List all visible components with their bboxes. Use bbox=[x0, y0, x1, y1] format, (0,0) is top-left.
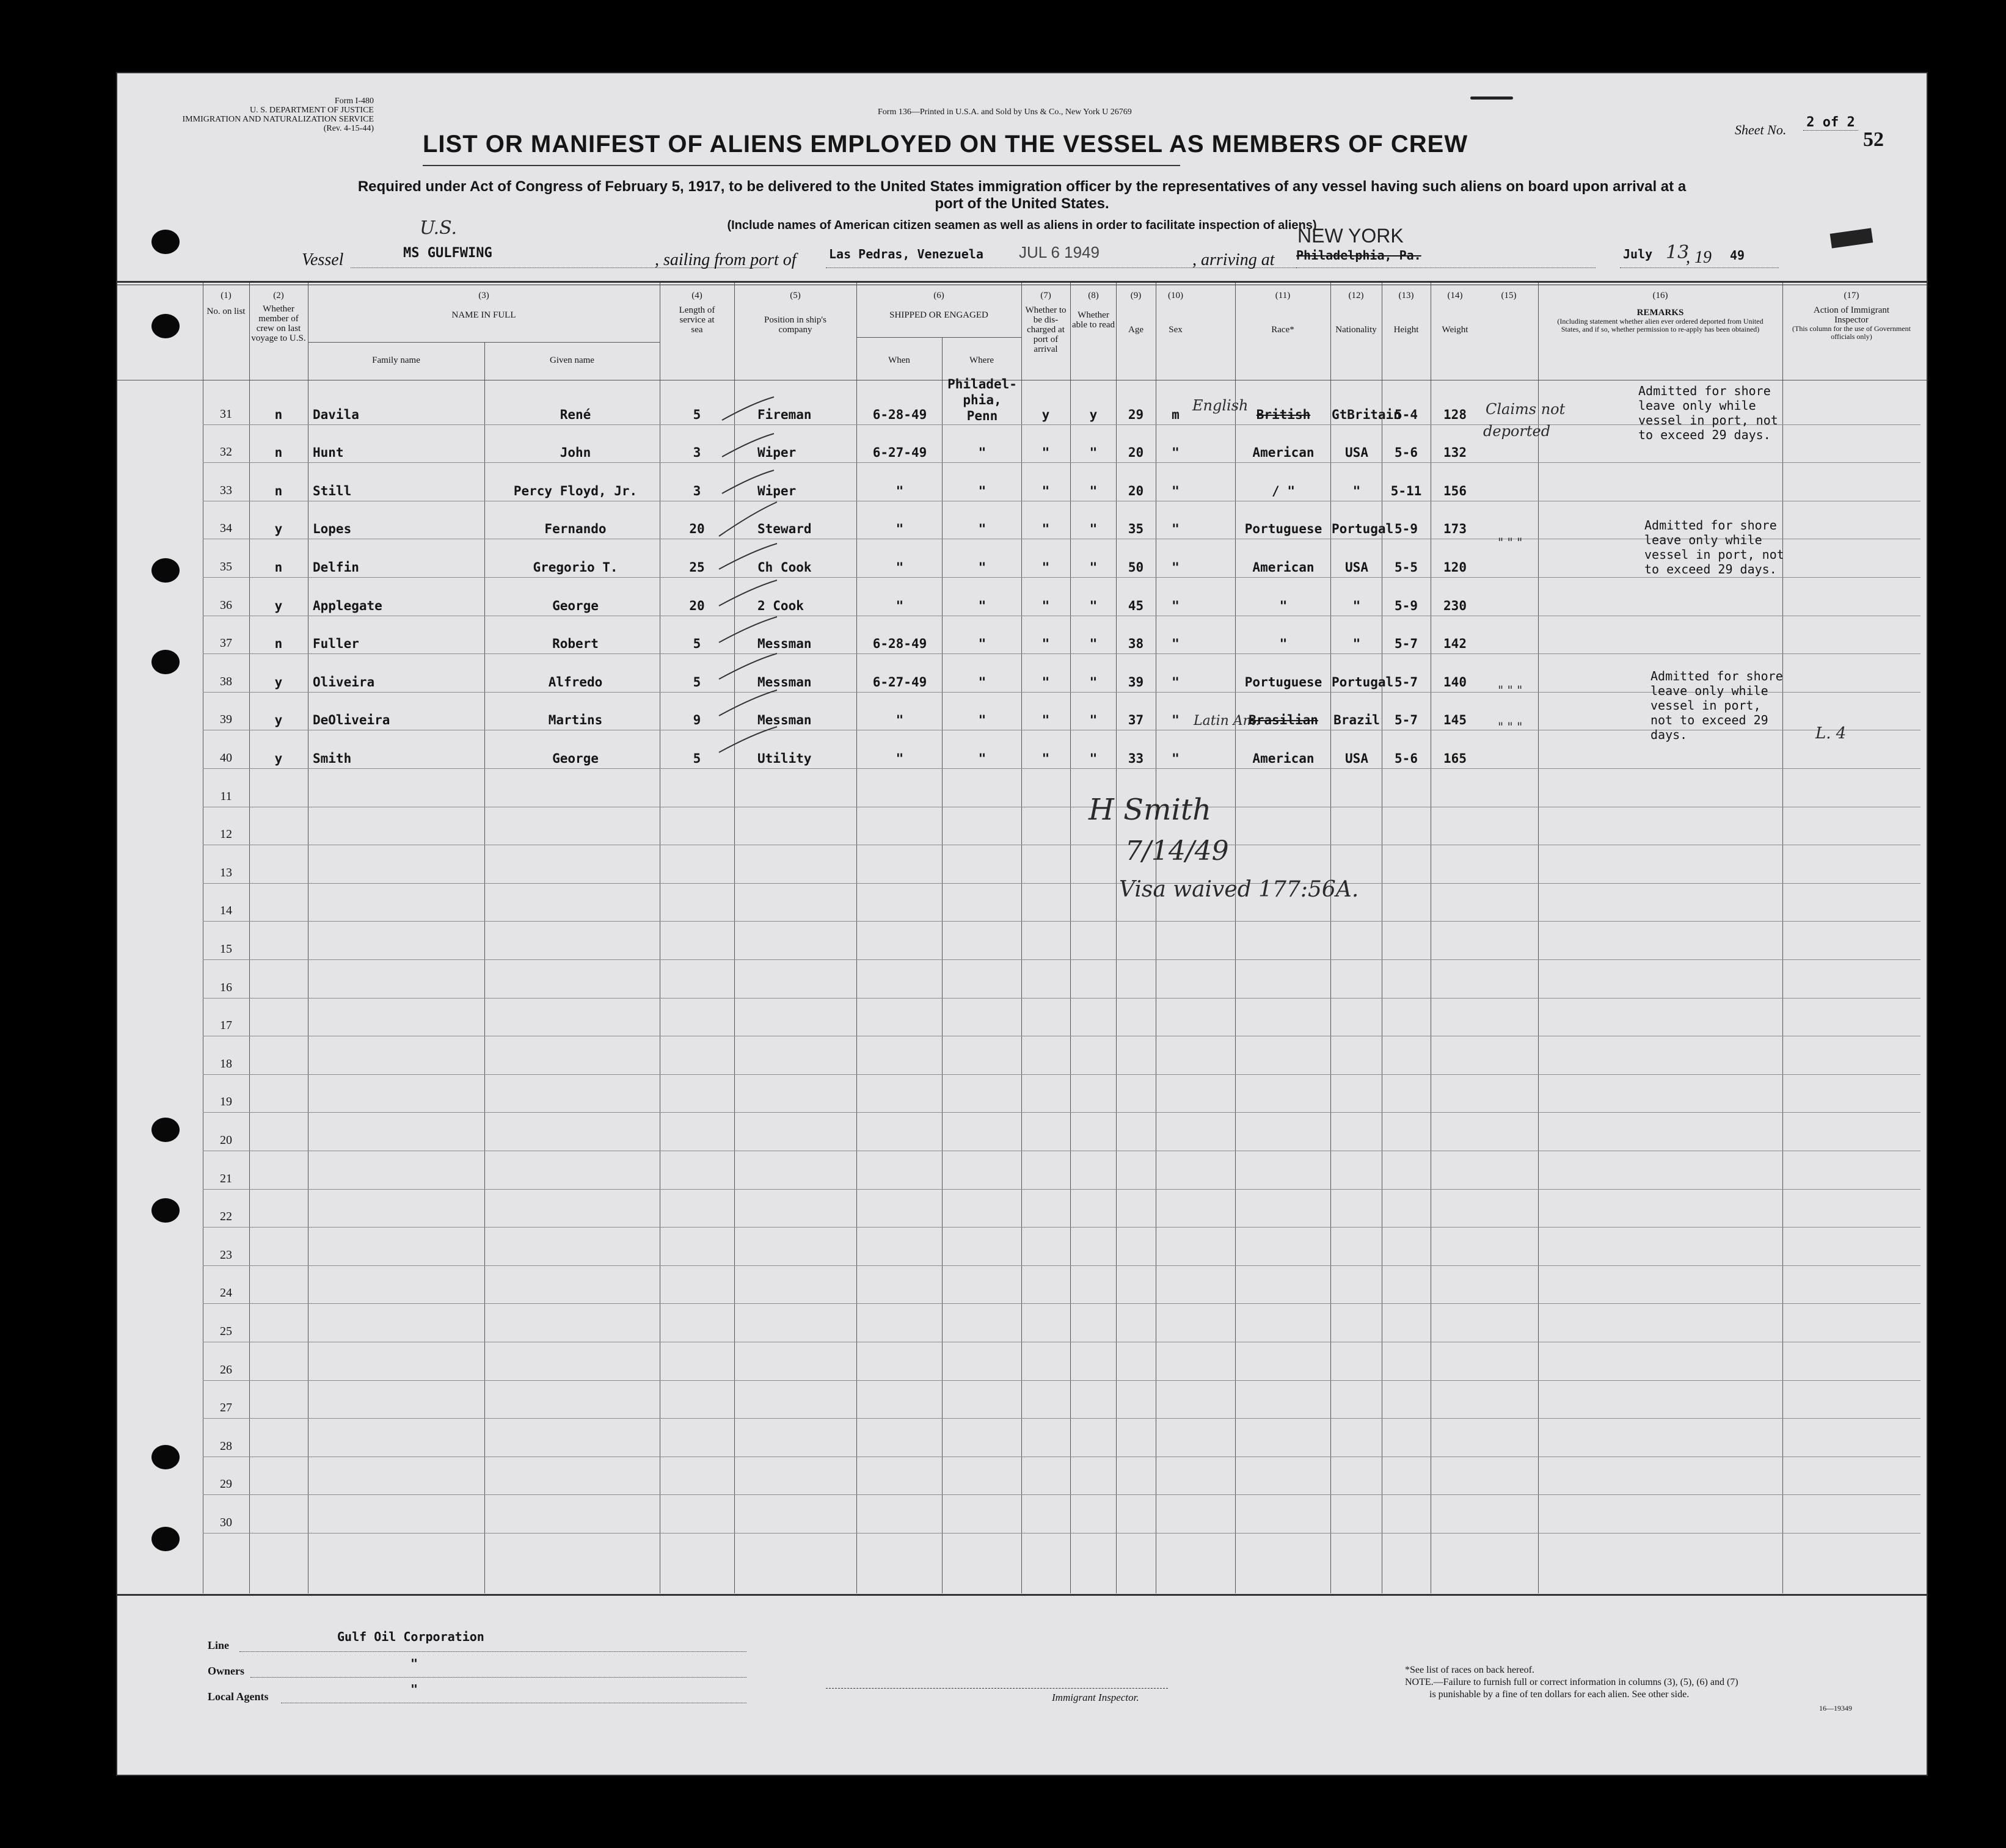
empty-row-number: 15 bbox=[220, 942, 232, 956]
cell-position: Fireman bbox=[757, 407, 812, 422]
vessel-name: MS GULFWING bbox=[403, 246, 492, 261]
arrival-underline bbox=[1296, 267, 1596, 268]
subtitle-line-2: port of the United States. bbox=[935, 195, 1109, 212]
empty-row-number: 22 bbox=[220, 1210, 232, 1224]
remark-row-34: Admitted for shore leave only while vessel in port, not to exceed 29 days. bbox=[1644, 518, 1784, 577]
cell-given: Alfredo bbox=[548, 674, 603, 689]
cell-read: " bbox=[1089, 713, 1098, 728]
empty-row-number: 27 bbox=[220, 1401, 232, 1415]
col6-when-header: When bbox=[888, 355, 910, 365]
cell-where: " bbox=[978, 445, 987, 460]
col3-given-header: Given name bbox=[550, 355, 594, 365]
cell-service: 25 bbox=[689, 559, 705, 575]
cell-given: Fernando bbox=[544, 522, 607, 537]
sailing-port: Las Pedras, Venezuela bbox=[829, 247, 983, 261]
cell-when: 6-27-49 bbox=[872, 445, 927, 460]
shipped-subheader-rule bbox=[856, 337, 1021, 338]
sailing-label: , sailing from port of bbox=[655, 250, 797, 269]
col11-header: (11) Race* bbox=[1271, 291, 1294, 335]
col16-header: (16) REMARKS (Including statement whether alien ever ordered deported from United States, and if so, whether permission to re-apply has been obtained) bbox=[1557, 291, 1763, 333]
arrival-month: July bbox=[1623, 247, 1653, 261]
cell-service: 5 bbox=[693, 407, 701, 422]
row-rule bbox=[203, 1303, 1920, 1304]
row-number: 32 bbox=[220, 445, 232, 459]
empty-row-number: 13 bbox=[220, 865, 232, 879]
cell-height: 5-4 bbox=[1395, 407, 1418, 422]
cell-height: 5-7 bbox=[1395, 674, 1418, 689]
cell-sex: " bbox=[1172, 559, 1180, 575]
cell-given: George bbox=[552, 751, 599, 766]
cell-service: 5 bbox=[693, 674, 701, 689]
title-underline bbox=[423, 165, 1180, 166]
cell-sex: " bbox=[1172, 751, 1180, 766]
cell-age: 20 bbox=[1128, 445, 1144, 460]
cell-race: American bbox=[1252, 559, 1315, 575]
subtitle-line-1: Required under Act of Congress of February 5, 1917, to be delivered to the United States immigration officer by the representatives of any vessel having such aliens on board upon arrival at a bbox=[357, 178, 1687, 195]
cell-service: 20 bbox=[689, 522, 705, 537]
col2-header: (2) Whether member of crew on last voyage to U.S. bbox=[251, 291, 306, 343]
cell-family: Hunt bbox=[313, 445, 344, 460]
cell-discharged: " bbox=[1041, 598, 1050, 613]
cell-service: 20 bbox=[689, 598, 705, 613]
cell-given: René bbox=[560, 407, 591, 422]
cell-discharged: y bbox=[1041, 407, 1050, 422]
table-bottom-rule bbox=[117, 1594, 1927, 1596]
cell-family: Davila bbox=[313, 407, 359, 422]
empty-row-number: 12 bbox=[220, 828, 232, 842]
cell-sex: " bbox=[1172, 674, 1180, 689]
cell-family: Delfin bbox=[313, 559, 359, 575]
cell-sex: " bbox=[1172, 445, 1180, 460]
empty-row-number: 18 bbox=[220, 1057, 232, 1071]
cell-nationality: " bbox=[1352, 483, 1361, 498]
cell-height: 5-5 bbox=[1395, 559, 1418, 575]
subtitle-line-3: (Include names of American citizen seamen as well as aliens in order to facilitate inspection of aliens) bbox=[727, 219, 1317, 232]
department-name: U. S. DEPARTMENT OF JUSTICE bbox=[250, 106, 374, 115]
cell-family: Still bbox=[313, 483, 352, 498]
name-subheader-rule bbox=[308, 342, 660, 343]
table-row bbox=[117, 582, 1927, 620]
col14-header: (14) Weight bbox=[1442, 291, 1468, 335]
signature-date: 7/14/49 bbox=[1125, 835, 1229, 867]
empty-row-number: 21 bbox=[220, 1171, 232, 1185]
empty-row-number: 19 bbox=[220, 1095, 232, 1109]
arrival-year-prefix: , 19 bbox=[1686, 248, 1712, 267]
cell-member: y bbox=[274, 751, 283, 766]
cell-weight: 142 bbox=[1443, 636, 1467, 652]
punch-hole bbox=[151, 1118, 180, 1142]
cell-age: 45 bbox=[1128, 598, 1144, 613]
arriving-label: , arriving at bbox=[1192, 250, 1275, 269]
sheet-no-value: 2 of 2 bbox=[1803, 115, 1858, 131]
cell-age: 39 bbox=[1128, 674, 1144, 689]
cell-race: Portuguese bbox=[1244, 522, 1322, 537]
empty-row-number: 23 bbox=[220, 1248, 232, 1262]
col5-header: (5) Position in ship's company bbox=[764, 291, 826, 335]
cell-position: Messman bbox=[757, 636, 812, 652]
line-label: Line bbox=[208, 1639, 230, 1651]
cell-discharged: " bbox=[1041, 445, 1050, 460]
cell-age: 35 bbox=[1128, 522, 1144, 537]
table-top-rule bbox=[117, 281, 1927, 283]
vessel-label: Vessel bbox=[302, 250, 344, 269]
cell-service: 9 bbox=[693, 713, 701, 728]
punch-hole bbox=[151, 1198, 180, 1223]
cell-family: Applegate bbox=[313, 598, 382, 613]
cell-race: American bbox=[1252, 751, 1315, 766]
cell-discharged: " bbox=[1041, 636, 1050, 652]
cell-race: / " bbox=[1272, 483, 1295, 498]
cell-when: " bbox=[895, 559, 904, 575]
vessel-prefix-handwritten: U.S. bbox=[420, 217, 458, 239]
row-number: 38 bbox=[220, 674, 232, 688]
inspector-signature: H Smith bbox=[1089, 793, 1212, 827]
page-number: 52 bbox=[1863, 128, 1884, 151]
form-number: Form I-480 bbox=[334, 96, 374, 106]
cell-height: 5-9 bbox=[1395, 598, 1418, 613]
check-marks bbox=[716, 391, 789, 928]
cell-member: n bbox=[274, 636, 283, 652]
cell-given: John bbox=[560, 445, 591, 460]
cell-nationality: USA bbox=[1345, 559, 1368, 575]
races-note: *See list of races on back hereof. bbox=[1405, 1665, 1534, 1675]
cell-race: " bbox=[1279, 636, 1288, 652]
cell-when: " bbox=[895, 522, 904, 537]
cell-nationality: Portugal bbox=[1332, 522, 1394, 537]
cell-member: y bbox=[274, 713, 283, 728]
col4-header: (4) Length of service at sea bbox=[679, 291, 715, 335]
cell-family: Fuller bbox=[313, 636, 359, 652]
col17-header: (17) Action of Immigrant Inspector (This column for the use of Government officials only) bbox=[1792, 291, 1911, 341]
cell-weight: 156 bbox=[1443, 483, 1467, 498]
col3-header: (3) NAME IN FULL bbox=[451, 291, 516, 320]
col3-family-header: Family name bbox=[372, 355, 420, 365]
cell-height: 5-9 bbox=[1395, 522, 1418, 537]
date-underline bbox=[1620, 267, 1779, 268]
cell-height: 5-7 bbox=[1395, 636, 1418, 652]
cell-member: y bbox=[274, 598, 283, 613]
cell-nationality: USA bbox=[1345, 445, 1368, 460]
empty-row-number: 20 bbox=[220, 1133, 232, 1147]
cell-age: 38 bbox=[1128, 636, 1144, 652]
cell-weight: 132 bbox=[1443, 445, 1467, 460]
print-code: 16—19349 bbox=[1819, 1704, 1852, 1712]
row-rule bbox=[203, 1189, 1920, 1190]
remark-row-38: Admitted for shore leave only while vessel in port, not to exceed 29 days. bbox=[1650, 669, 1783, 742]
cell-nationality: Portugal bbox=[1332, 674, 1394, 689]
row-number: 31 bbox=[220, 407, 232, 421]
cell-member: n bbox=[274, 407, 283, 422]
cell-nationality: " bbox=[1352, 636, 1361, 652]
cell-position: Ch Cook bbox=[757, 559, 812, 575]
cell-read: " bbox=[1089, 751, 1098, 766]
cell-position: Wiper bbox=[757, 483, 797, 498]
row-rule bbox=[203, 883, 1920, 884]
remark-row-31: Admitted for shore leave only while vessel in port, not to exceed 29 days. bbox=[1638, 384, 1778, 442]
col15-header: (15) bbox=[1501, 291, 1517, 300]
row-number: 34 bbox=[220, 522, 232, 536]
col9-header: (9) Age bbox=[1128, 291, 1143, 335]
cell-sex: " bbox=[1172, 598, 1180, 613]
cell-family: Oliveira bbox=[313, 674, 375, 689]
col6-where-header: Where bbox=[969, 355, 994, 365]
table-row bbox=[117, 467, 1927, 506]
punch-hole bbox=[151, 650, 180, 674]
cell-given: Martins bbox=[548, 713, 603, 728]
cell-age: 33 bbox=[1128, 751, 1144, 766]
cell-weight: 173 bbox=[1443, 522, 1467, 537]
cell-discharged: " bbox=[1041, 522, 1050, 537]
row-rule bbox=[203, 1227, 1920, 1228]
cell-nationality: USA bbox=[1345, 751, 1368, 766]
cell-where: " bbox=[978, 713, 987, 728]
cell-read: " bbox=[1089, 598, 1098, 613]
col10-header: (10) Sex bbox=[1168, 291, 1183, 335]
penalty-note-1: NOTE.—Failure to furnish full or correct information in columns (3), (5), (6) and (7) bbox=[1405, 1677, 1738, 1687]
row-number: 36 bbox=[220, 598, 232, 612]
physical-marks-line-1: Claims not bbox=[1486, 401, 1566, 418]
cell-when: 6-28-49 bbox=[872, 407, 927, 422]
punch-hole bbox=[151, 230, 180, 254]
cell-given: Robert bbox=[552, 636, 599, 652]
cell-service: 3 bbox=[693, 483, 701, 498]
cell-nationality: " bbox=[1352, 598, 1361, 613]
cell-position: Wiper bbox=[757, 445, 797, 460]
cell-read: " bbox=[1089, 559, 1098, 575]
line-underline bbox=[239, 1651, 746, 1652]
cell-position: Steward bbox=[757, 522, 812, 537]
cell-member: n bbox=[274, 483, 283, 498]
arrival-port-stamp: NEW YORK bbox=[1297, 225, 1404, 247]
cell-race: " bbox=[1279, 598, 1288, 613]
cell-family: Lopes bbox=[313, 522, 352, 537]
cell-age: 50 bbox=[1128, 559, 1144, 575]
cell-sex: " bbox=[1172, 636, 1180, 652]
cell-read: " bbox=[1089, 522, 1098, 537]
cell-family: DeOliveira bbox=[313, 713, 390, 728]
cell-when: " bbox=[895, 483, 904, 498]
service-name: IMMIGRATION AND NATURALIZATION SERVICE bbox=[182, 115, 374, 124]
cell-service: 5 bbox=[693, 636, 701, 652]
local-agents-label: Local Agents bbox=[208, 1690, 269, 1703]
cell-nationality: GtBritain bbox=[1332, 407, 1401, 422]
col12-header: (12) Nationality bbox=[1335, 291, 1377, 335]
cell-sex: " bbox=[1172, 522, 1180, 537]
sheet-no-label: Sheet No. bbox=[1735, 122, 1787, 137]
form-info-block bbox=[117, 96, 374, 133]
immigrant-inspector-label: Immigrant Inspector. bbox=[1052, 1692, 1139, 1703]
race-handwritten-39: Latin Am. bbox=[1194, 713, 1260, 729]
col7-header: (7) Whether to be dis-charged at port of arrival bbox=[1025, 291, 1067, 354]
empty-row-number: 24 bbox=[220, 1286, 232, 1300]
cell-weight: 230 bbox=[1443, 598, 1467, 613]
cell-where: " bbox=[978, 598, 987, 613]
cell-where: " bbox=[978, 483, 987, 498]
cell-family: Smith bbox=[313, 751, 352, 766]
cell-where: " bbox=[978, 751, 987, 766]
row-number: 35 bbox=[220, 559, 232, 573]
cell-discharged: " bbox=[1041, 483, 1050, 498]
cell-when: 6-27-49 bbox=[872, 674, 927, 689]
owners-underline bbox=[250, 1677, 746, 1678]
cell-discharged: " bbox=[1041, 751, 1050, 766]
row-number: 40 bbox=[220, 751, 232, 765]
cell-position: 2 Cook bbox=[757, 598, 804, 613]
cell-race: Portuguese bbox=[1244, 674, 1322, 689]
line-value: Gulf Oil Corporation bbox=[337, 1629, 484, 1644]
cell-race: Brasilian bbox=[1249, 713, 1318, 728]
cell-discharged: " bbox=[1041, 559, 1050, 575]
cell-age: 29 bbox=[1128, 407, 1144, 422]
empty-row-number: 16 bbox=[220, 980, 232, 994]
cell-position: Utility bbox=[757, 751, 812, 766]
arrival-port-struck: Philadelphia, Pa. bbox=[1296, 248, 1421, 263]
form-revision: (Rev. 4-15-44) bbox=[323, 124, 374, 133]
row-rule bbox=[203, 1418, 1920, 1419]
row-rule bbox=[203, 1494, 1920, 1495]
row-rule bbox=[203, 1074, 1920, 1075]
punch-hole bbox=[151, 1445, 180, 1469]
cell-read: " bbox=[1089, 483, 1098, 498]
physical-marks-line-2: deported bbox=[1483, 423, 1551, 440]
row-number: 37 bbox=[220, 636, 232, 650]
empty-row-number: 25 bbox=[220, 1325, 232, 1338]
local-agents-value: " bbox=[410, 1682, 418, 1697]
cell-where: " bbox=[978, 522, 987, 537]
cell-service: 3 bbox=[693, 445, 701, 460]
cell-member: n bbox=[274, 445, 283, 460]
physical-marks-ditto-34: " " " bbox=[1498, 535, 1523, 550]
punch-hole bbox=[151, 314, 180, 338]
row-rule bbox=[203, 1265, 1920, 1266]
arrival-year: 49 bbox=[1730, 248, 1745, 263]
cell-read: " bbox=[1089, 636, 1098, 652]
owners-label: Owners bbox=[208, 1665, 244, 1677]
owners-value: " bbox=[410, 1656, 418, 1671]
punch-hole bbox=[151, 1527, 180, 1551]
empty-row-number: 14 bbox=[220, 904, 232, 918]
row-number: 33 bbox=[220, 483, 232, 497]
visa-note: Visa waived 177:56A. bbox=[1119, 877, 1359, 902]
col13-header: (13) Height bbox=[1393, 291, 1419, 335]
cell-where: Philadel- phia, Penn bbox=[947, 377, 1017, 423]
cell-where: " bbox=[978, 636, 987, 652]
row-rule bbox=[203, 1112, 1920, 1113]
row-number: 39 bbox=[220, 713, 232, 727]
cell-position: Messman bbox=[757, 674, 812, 689]
empty-row-number: 17 bbox=[220, 1019, 232, 1033]
cell-member: y bbox=[274, 522, 283, 537]
cell-sex: " bbox=[1172, 713, 1180, 728]
cell-given: Gregorio T. bbox=[533, 559, 618, 575]
physical-marks-ditto-38: " " " bbox=[1498, 683, 1523, 697]
cell-height: 5-11 bbox=[1390, 483, 1422, 498]
inspector-signature-line bbox=[826, 1688, 1168, 1689]
row-rule bbox=[203, 1380, 1920, 1381]
cell-weight: 140 bbox=[1443, 674, 1467, 689]
cell-where: " bbox=[978, 559, 987, 575]
cell-height: 5-6 bbox=[1395, 445, 1418, 460]
cell-read: " bbox=[1089, 445, 1098, 460]
cell-member: n bbox=[274, 559, 283, 575]
cell-when: " bbox=[895, 751, 904, 766]
manifest-page bbox=[116, 72, 1928, 1776]
cell-race: British bbox=[1256, 407, 1311, 422]
row-rule bbox=[203, 921, 1920, 922]
race-handwritten-31: English bbox=[1192, 397, 1249, 414]
empty-row-number: 26 bbox=[220, 1362, 232, 1377]
inspector-action-39: L. 4 bbox=[1815, 724, 1847, 743]
table-row bbox=[117, 620, 1927, 659]
cell-weight: 128 bbox=[1443, 407, 1467, 422]
cell-height: 5-6 bbox=[1395, 751, 1418, 766]
row-rule bbox=[203, 998, 1920, 999]
col6-header: (6) SHIPPED OR ENGAGED bbox=[889, 291, 988, 320]
empty-row-number: 29 bbox=[220, 1477, 232, 1491]
printer-line: Form 136—Printed in U.S.A. and Sold by Uns & Co., New York U 26769 bbox=[878, 107, 1132, 117]
ink-mark bbox=[1470, 96, 1513, 100]
cell-given: Percy Floyd, Jr. bbox=[513, 483, 638, 498]
cell-when: 6-28-49 bbox=[872, 636, 927, 652]
departure-stamp-date: JUL 6 1949 bbox=[1019, 243, 1100, 261]
cell-given: George bbox=[552, 598, 599, 613]
col1-header: (1) No. on list bbox=[206, 291, 246, 316]
cell-weight: 120 bbox=[1443, 559, 1467, 575]
row-rule bbox=[203, 959, 1920, 960]
empty-row-number: 28 bbox=[220, 1439, 232, 1453]
cell-position: Messman bbox=[757, 713, 812, 728]
empty-row-number: 11 bbox=[220, 789, 232, 803]
cell-read: " bbox=[1089, 674, 1098, 689]
physical-marks-ditto-39: " " " bbox=[1498, 719, 1523, 734]
arrival-day-handwritten: 13 bbox=[1666, 242, 1690, 263]
cell-age: 20 bbox=[1128, 483, 1144, 498]
cell-height: 5-7 bbox=[1395, 713, 1418, 728]
cell-discharged: " bbox=[1041, 674, 1050, 689]
cell-nationality: Brazil bbox=[1333, 713, 1380, 728]
cell-when: " bbox=[895, 713, 904, 728]
cell-discharged: " bbox=[1041, 713, 1050, 728]
cell-sex: m bbox=[1172, 407, 1180, 422]
cell-weight: 165 bbox=[1443, 751, 1467, 766]
col8-header: (8) Whether able to read bbox=[1072, 291, 1115, 330]
empty-row-number: 30 bbox=[220, 1516, 232, 1529]
cell-sex: " bbox=[1172, 483, 1180, 498]
penalty-note-2: is punishable by a fine of ten dollars for each alien. See other side. bbox=[1429, 1689, 1690, 1700]
cell-read: y bbox=[1089, 407, 1098, 422]
cell-race: American bbox=[1252, 445, 1315, 460]
cell-when: " bbox=[895, 598, 904, 613]
document-title: LIST OR MANIFEST OF ALIENS EMPLOYED ON THE VESSEL AS MEMBERS OF CREW bbox=[423, 131, 1468, 158]
cell-member: y bbox=[274, 674, 283, 689]
punch-hole bbox=[151, 558, 180, 583]
cell-age: 37 bbox=[1128, 713, 1144, 728]
cell-service: 5 bbox=[693, 751, 701, 766]
cell-weight: 145 bbox=[1443, 713, 1467, 728]
cell-where: " bbox=[978, 674, 987, 689]
